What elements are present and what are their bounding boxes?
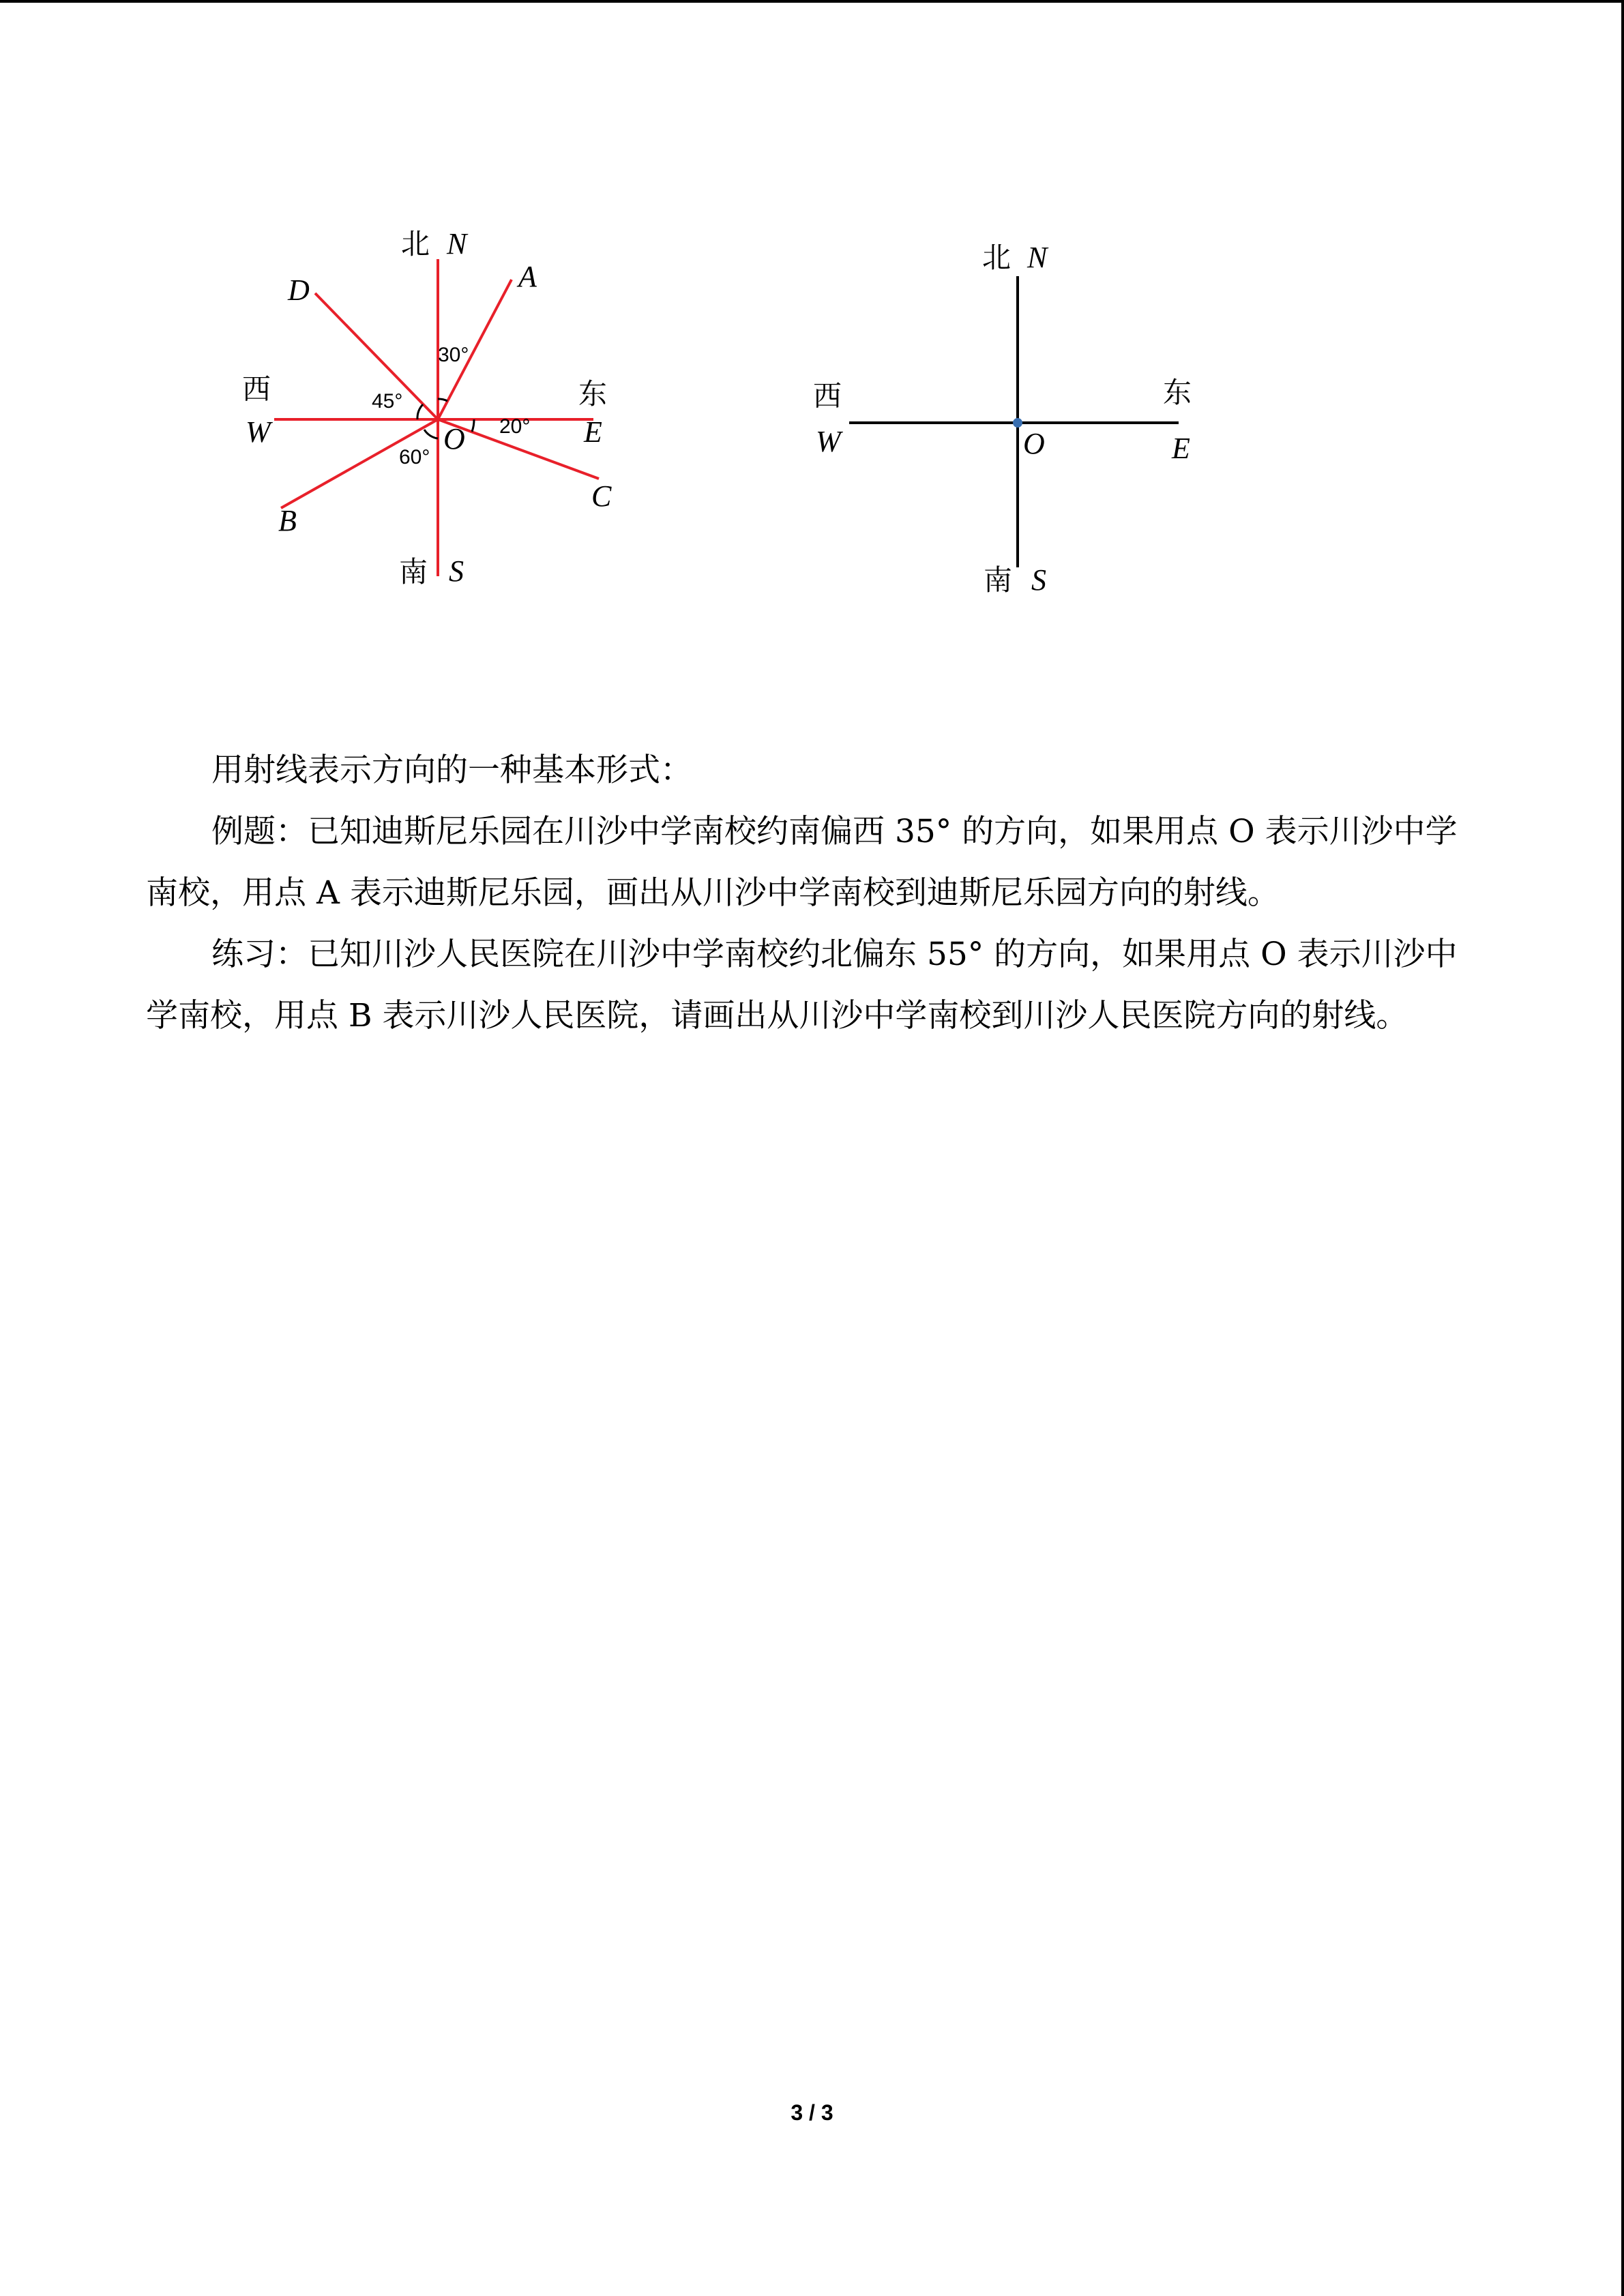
angle-arc-north	[438, 399, 447, 401]
exercise-paragraph: 练习：已知川沙人民医院在川沙中学南校约北偏东 55° 的方向，如果用点 O 表示川沙中学南校，用点 B 表示川沙人民医院，请画出从川沙中学南校到川沙人民医院方向的射线。	[146, 936, 1458, 1034]
label-ray-c: C	[591, 479, 612, 513]
label-east: E	[1172, 432, 1190, 465]
label-west: W	[246, 415, 271, 449]
label-ray-a: A	[518, 260, 537, 293]
label-south: S	[449, 554, 464, 588]
body-text	[146, 740, 1479, 1047]
label-north-cn: 北	[982, 241, 1012, 274]
angle-arc-south	[424, 430, 438, 438]
label-west-cn: 西	[242, 372, 271, 406]
label-angle-north: 30°	[438, 344, 469, 366]
label-angle-west: 45°	[372, 390, 403, 413]
label-east-cn: 东	[578, 377, 608, 411]
label-angle-east: 20°	[499, 415, 531, 438]
label-origin: O	[443, 422, 465, 456]
intro-paragraph: 用射线表示方向的一种基本形式：	[211, 751, 692, 789]
label-ray-b: B	[278, 504, 297, 537]
figure-blank-compass	[798, 232, 1235, 614]
label-ray-d: D	[288, 273, 310, 307]
label-west: W	[816, 425, 841, 458]
page-number: 3 / 3	[791, 2100, 833, 2125]
label-east-cn: 东	[1163, 376, 1192, 409]
page-top-border	[0, 0, 1624, 3]
figure-compass-with-rays	[225, 225, 662, 607]
example-paragraph: 例题：已知迪斯尼乐园在川沙中学南校约南偏西 35° 的方向，如果用点 O 表示川沙中学南校，用点 A 表示迪斯尼乐园，画出从川沙中学南校到迪斯尼乐园方向的射线。	[146, 813, 1458, 912]
label-west-cn: 西	[813, 379, 842, 413]
label-north-cn: 北	[401, 227, 430, 260]
page-right-border	[1621, 0, 1624, 2296]
angle-arc-west	[417, 404, 423, 419]
label-angle-south: 60°	[399, 446, 430, 468]
label-south-cn: 南	[984, 563, 1013, 597]
label-north: N	[1027, 241, 1048, 274]
label-origin: O	[1023, 427, 1045, 460]
origin-point	[1013, 418, 1022, 428]
label-south: S	[1031, 563, 1046, 597]
label-north: N	[447, 227, 467, 260]
angle-arc-east	[472, 419, 474, 432]
label-south-cn: 南	[399, 555, 428, 588]
label-east: E	[584, 415, 602, 449]
